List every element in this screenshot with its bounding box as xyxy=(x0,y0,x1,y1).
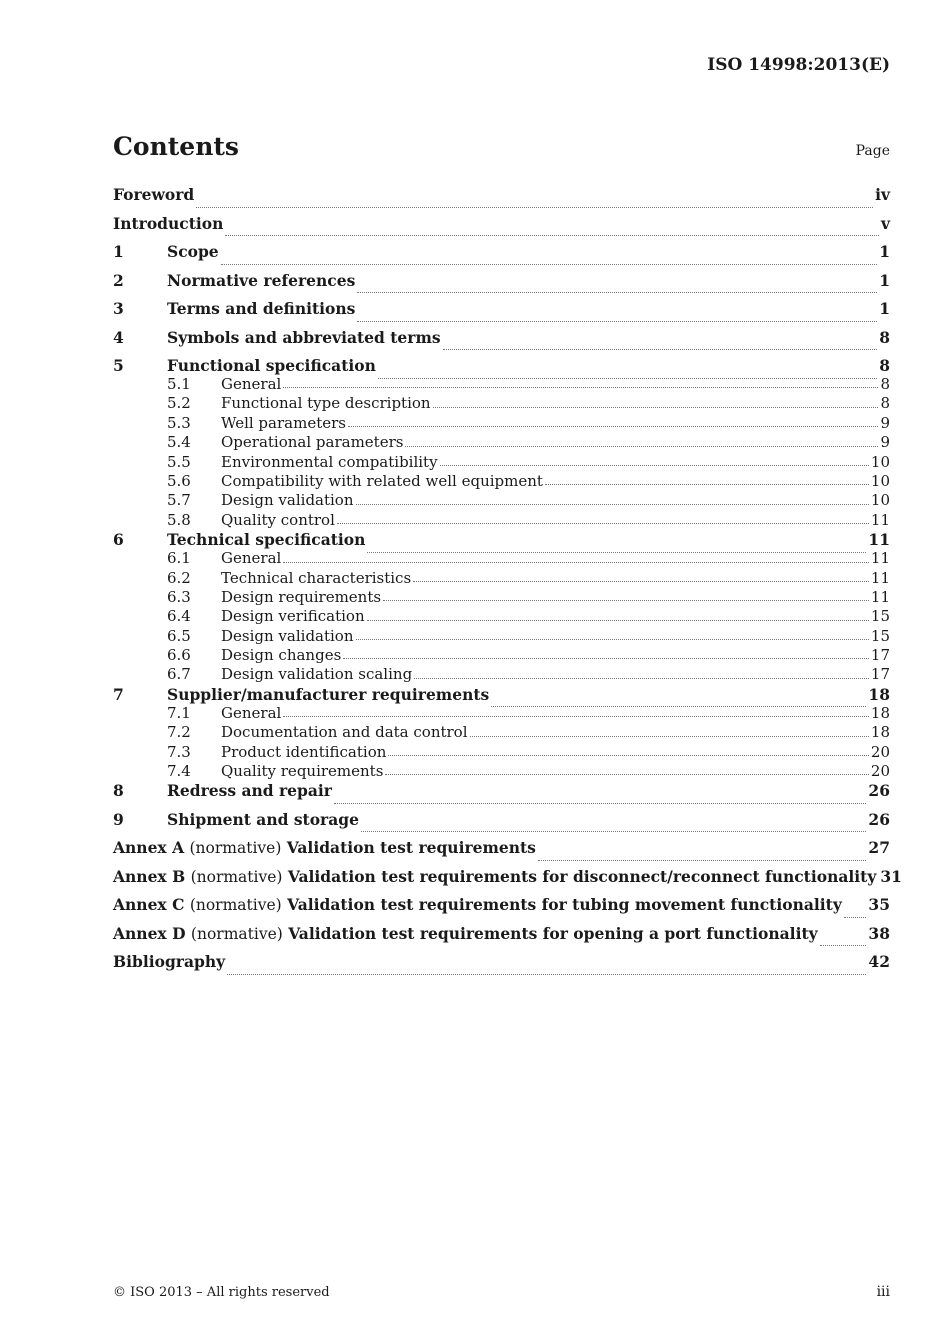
dot-leader xyxy=(337,523,869,524)
toc-subentry[interactable] xyxy=(113,588,890,607)
toc-entry-title: Terms and definitions xyxy=(167,299,356,318)
toc-entry-title: Foreword xyxy=(113,185,195,204)
toc-entry-page: 8 xyxy=(880,375,890,393)
toc-entry-title: Design changes xyxy=(221,646,342,665)
toc-entry-title: Operational parameters xyxy=(221,433,404,452)
toc-entry-page: 42 xyxy=(868,952,890,972)
toc-entry-annex-title: Validation test requirements for disconnect/reconnect functionality xyxy=(287,866,877,886)
toc-entry-number: 2 xyxy=(113,270,124,290)
dot-leader xyxy=(356,639,869,640)
toc-entry[interactable] xyxy=(113,810,890,839)
dot-leader xyxy=(357,321,877,322)
dot-leader xyxy=(413,581,869,582)
toc-entry-title: Annex D xyxy=(113,923,186,943)
toc-entry-annex-title: Validation test requirements xyxy=(286,838,536,858)
toc-entry-page: 9 xyxy=(880,413,890,432)
toc-entry-page: 11 xyxy=(868,530,890,550)
dot-leader xyxy=(844,917,867,918)
toc-entry-title: Design verification xyxy=(221,607,365,626)
dot-leader xyxy=(443,349,878,350)
toc-subentry[interactable] xyxy=(113,743,890,762)
toc-entry-number: 6.1 xyxy=(167,549,191,568)
table-of-contents xyxy=(113,185,902,981)
toc-entry-title: Compatibility with related well equipment xyxy=(221,471,543,490)
toc-entry-title: Scope xyxy=(167,242,219,261)
toc-entry-title: Technical characteristics xyxy=(221,568,412,587)
toc-entry-page: 9 xyxy=(880,433,890,452)
dot-leader xyxy=(361,831,866,832)
toc-entry-title: Symbols and abbreviated terms xyxy=(167,327,441,347)
toc-entry[interactable] xyxy=(113,781,890,810)
toc-entry-page: iv xyxy=(875,185,890,204)
toc-entry-number: 7.4 xyxy=(167,762,191,781)
toc-entry-title: Product identification xyxy=(221,742,387,761)
toc-entry-title: Design validation xyxy=(221,626,354,645)
toc-entry-title: Introduction xyxy=(113,213,224,233)
dot-leader xyxy=(221,264,878,265)
toc-entry-title: General xyxy=(221,375,282,393)
toc-subentry[interactable] xyxy=(113,472,890,491)
toc-entry-page: 11 xyxy=(870,510,890,529)
dot-leader xyxy=(383,600,869,601)
toc-entry[interactable] xyxy=(113,271,890,300)
toc-entry-page: 38 xyxy=(868,923,890,943)
toc-entry[interactable] xyxy=(113,214,890,243)
toc-entry-number: 5.1 xyxy=(167,375,191,393)
dot-leader xyxy=(538,860,867,861)
toc-entry-title: Supplier/manufacturer requirements xyxy=(167,684,490,704)
toc-entry-title: Technical specification xyxy=(167,530,366,550)
toc-entry-annex-type: (normative) xyxy=(189,839,282,858)
toc-entry-title: Annex C xyxy=(113,895,185,915)
toc-entry-annex-title: Validation test requirements for opening a port functionality xyxy=(288,923,818,943)
toc-entry-title: Design requirements xyxy=(221,587,382,606)
toc-entry-number: 8 xyxy=(113,781,124,801)
toc-subentry[interactable] xyxy=(113,491,890,510)
toc-subentry[interactable] xyxy=(113,569,890,588)
toc-entry-number: 5.5 xyxy=(167,452,191,471)
toc-entry-title: Design validation xyxy=(221,491,354,510)
toc-entry-page: 18 xyxy=(870,703,890,722)
toc-entry[interactable] xyxy=(113,895,890,924)
toc-entry-title: Environmental compatibility xyxy=(221,452,438,471)
toc-entry-page: 8 xyxy=(879,356,890,375)
toc-entry-page: 18 xyxy=(868,684,890,704)
toc-entry-title: Annex B xyxy=(113,866,186,886)
toc-subentry[interactable] xyxy=(113,375,890,394)
toc-entry-number: 5.3 xyxy=(167,413,191,432)
dot-leader xyxy=(283,716,869,717)
toc-entry-page: 10 xyxy=(870,471,890,490)
toc-entry-number: 5.7 xyxy=(167,491,191,510)
toc-entry-annex-type: (normative) xyxy=(190,924,283,943)
toc-entry-page: 26 xyxy=(868,809,890,829)
toc-entry[interactable] xyxy=(113,185,890,214)
toc-entry-page: 1 xyxy=(879,299,890,318)
dot-leader xyxy=(433,407,879,408)
page-column-label: Page xyxy=(855,143,890,159)
toc-entry-title: General xyxy=(221,703,282,722)
toc-entry[interactable] xyxy=(113,924,890,953)
toc-subentry[interactable] xyxy=(113,549,890,568)
toc-entry-page: 35 xyxy=(868,895,890,915)
toc-entry-page: 1 xyxy=(879,270,890,290)
dot-leader xyxy=(343,658,869,659)
contents-heading: Contents xyxy=(113,132,240,161)
toc-subentry[interactable] xyxy=(113,453,890,472)
toc-subentry[interactable] xyxy=(113,414,890,433)
toc-entry[interactable] xyxy=(113,299,890,328)
toc-entry[interactable] xyxy=(113,328,890,357)
toc-subentry[interactable] xyxy=(113,627,890,646)
dot-leader xyxy=(196,207,873,208)
toc-entry-title: Bibliography xyxy=(113,952,226,972)
toc-entry-number: 7 xyxy=(113,684,124,704)
toc-subentry[interactable] xyxy=(113,646,890,665)
toc-entry-page: 1 xyxy=(879,242,890,261)
dot-leader xyxy=(405,446,878,447)
toc-entry-page: 18 xyxy=(870,723,890,742)
dot-leader xyxy=(225,235,879,236)
toc-entry-page: 10 xyxy=(870,452,890,471)
toc-entry-number: 6.6 xyxy=(167,646,191,665)
toc-entry-title: Annex A xyxy=(113,838,185,858)
toc-entry-annex-title: Validation test requirements for tubing movement functionality xyxy=(287,895,842,915)
dot-leader xyxy=(356,504,869,505)
toc-entry-number: 4 xyxy=(113,327,124,347)
toc-entry-title: Functional type description xyxy=(221,394,431,413)
dot-leader xyxy=(283,387,878,388)
toc-entry-title: Quality requirements xyxy=(221,762,384,781)
toc-subentry[interactable] xyxy=(113,704,890,723)
toc-entry-annex-type: (normative) xyxy=(190,867,283,886)
dot-leader xyxy=(414,678,869,679)
toc-entry-number: 1 xyxy=(113,242,124,261)
toc-entry[interactable] xyxy=(113,952,890,981)
toc-entry-title: Normative references xyxy=(167,270,356,290)
dot-leader xyxy=(334,803,866,804)
dot-leader xyxy=(470,736,869,737)
toc-entry[interactable] xyxy=(113,866,902,896)
toc-entry-number: 5.2 xyxy=(167,394,191,413)
dot-leader xyxy=(357,292,877,293)
toc-subentry[interactable] xyxy=(113,607,890,626)
toc-entry-number: 6 xyxy=(113,530,124,550)
toc-entry-number: 5 xyxy=(113,356,124,375)
dot-leader xyxy=(348,426,878,427)
toc-entry-number: 7.1 xyxy=(167,703,191,722)
toc-entry-number: 6.3 xyxy=(167,587,191,606)
toc-entry-title: Well parameters xyxy=(221,413,346,432)
toc-entry-number: 5.8 xyxy=(167,510,191,529)
toc-entry-number: 3 xyxy=(113,299,124,318)
toc-subentry[interactable] xyxy=(113,665,890,684)
toc-subentry[interactable] xyxy=(113,762,890,781)
toc-entry-title: Documentation and data control xyxy=(221,723,468,742)
toc-subentry[interactable] xyxy=(113,511,890,530)
toc-entry-page: 20 xyxy=(870,762,890,781)
toc-entry[interactable] xyxy=(113,838,890,867)
toc-entry-number: 6.2 xyxy=(167,568,191,587)
toc-entry-title: Design validation scaling xyxy=(221,665,413,684)
toc-entry-page: 20 xyxy=(870,742,890,761)
document-id: ISO 14998:2013(E) xyxy=(707,55,890,75)
toc-entry-page: 27 xyxy=(868,838,890,858)
toc-entry-number: 7.3 xyxy=(167,742,191,761)
dot-leader xyxy=(440,465,869,466)
toc-entry-page: 17 xyxy=(870,646,890,665)
toc-entry-number: 6.4 xyxy=(167,607,191,626)
toc-entry-title: Functional specification xyxy=(167,356,376,375)
toc-subentry[interactable] xyxy=(113,723,890,742)
toc-entry-page: 15 xyxy=(870,607,890,626)
toc-entry-page: 31 xyxy=(880,866,902,886)
toc-entry-number: 6.7 xyxy=(167,665,191,684)
toc-entry-page: 11 xyxy=(870,549,890,568)
toc-entry-page: 8 xyxy=(879,327,890,347)
toc-entry-title: Redress and repair xyxy=(167,781,332,801)
toc-entry-page: 17 xyxy=(870,665,890,684)
toc-subentry[interactable] xyxy=(113,433,890,452)
toc-subentry[interactable] xyxy=(113,394,890,413)
toc-entry-title: Shipment and storage xyxy=(167,809,359,829)
toc-entry-title: Quality control xyxy=(221,510,335,529)
dot-leader xyxy=(227,974,866,975)
toc-entry[interactable] xyxy=(113,242,890,271)
page-number: iii xyxy=(876,1284,890,1300)
toc-entry-number: 5.6 xyxy=(167,471,191,490)
toc-entry-title: General xyxy=(221,549,282,568)
dot-leader xyxy=(820,945,867,946)
toc-entry-page: 26 xyxy=(868,781,890,801)
toc-entry-annex-type: (normative) xyxy=(189,896,282,915)
toc-entry-page: 11 xyxy=(870,587,890,606)
dot-leader xyxy=(385,774,868,775)
dot-leader xyxy=(388,755,869,756)
toc-entry-number: 9 xyxy=(113,809,124,829)
toc-entry-page: 10 xyxy=(870,491,890,510)
dot-leader xyxy=(367,620,869,621)
toc-entry-number: 5.4 xyxy=(167,433,191,452)
toc-entry-page: v xyxy=(880,213,890,233)
toc-entry-number: 6.5 xyxy=(167,626,191,645)
toc-entry-page: 15 xyxy=(870,626,890,645)
copyright-notice: © ISO 2013 – All rights reserved xyxy=(113,1285,330,1300)
toc-entry-page: 11 xyxy=(870,568,890,587)
toc-entry-number: 7.2 xyxy=(167,723,191,742)
dot-leader xyxy=(545,484,869,485)
toc-entry-page: 8 xyxy=(880,394,890,413)
dot-leader xyxy=(283,562,869,563)
